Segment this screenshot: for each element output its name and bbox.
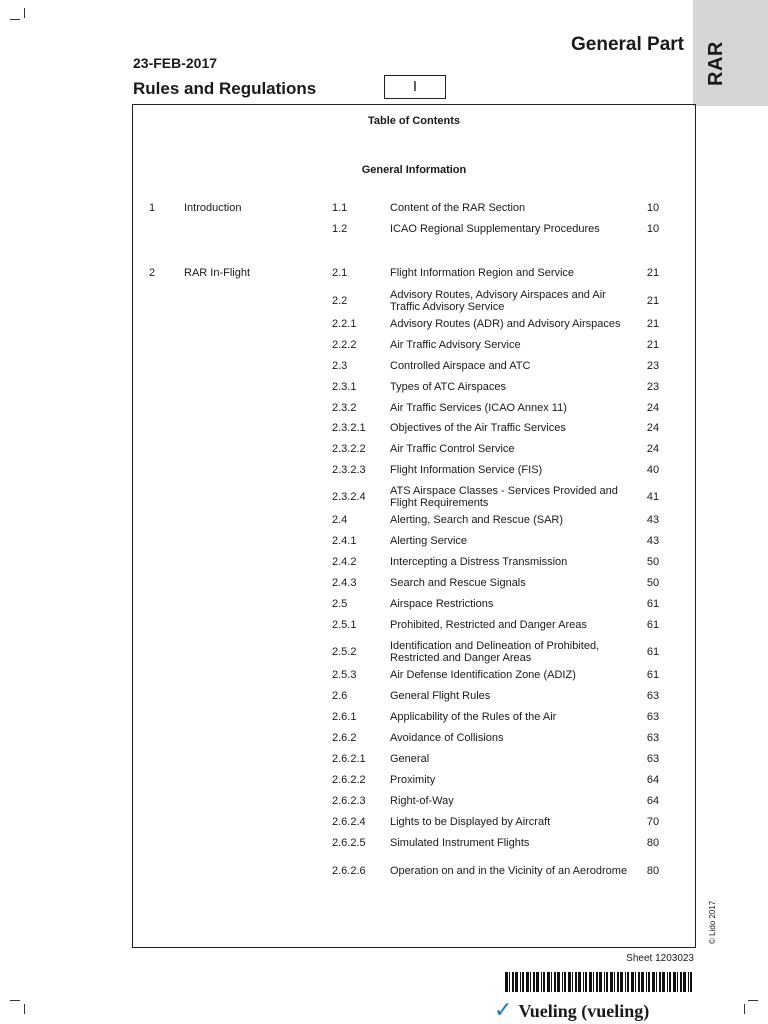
toc-row bbox=[133, 215, 695, 243]
toc-page-number: 70 bbox=[646, 816, 660, 828]
toc-entry-title: Flight Information Region and Service bbox=[390, 267, 575, 279]
toc-entry-title: Intercepting a Distress Transmission bbox=[390, 556, 568, 568]
toc-page-number: 80 bbox=[646, 837, 660, 849]
toc-entry-title: Applicability of the Rules of the Air bbox=[390, 711, 557, 723]
toc-title: Table of Contents bbox=[367, 115, 461, 127]
toc-entry-title: ATS Airspace Classes - Services Provided and Flight Requirements bbox=[390, 485, 618, 509]
toc-entry-title: Simulated Instrument Flights bbox=[390, 837, 530, 849]
toc-page-number: 10 bbox=[646, 202, 660, 214]
toc-section-number: 2.4.3 bbox=[332, 577, 357, 589]
toc-entry-title: Search and Rescue Signals bbox=[390, 577, 526, 589]
toc-page-number: 23 bbox=[646, 360, 660, 372]
crop-mark bbox=[744, 1004, 745, 1014]
toc-page-number: 50 bbox=[646, 577, 660, 589]
crop-mark bbox=[10, 1000, 20, 1001]
toc-entry-title: General Flight Rules bbox=[390, 690, 491, 702]
toc-section-number: 2.2.1 bbox=[332, 318, 357, 330]
toc-page-number: 21 bbox=[646, 267, 660, 279]
toc-section-number: 2.6.1 bbox=[332, 711, 357, 723]
toc-page-number: 64 bbox=[646, 795, 660, 807]
toc-section-number: 2.6.2.3 bbox=[332, 795, 366, 807]
revision-box: I bbox=[384, 75, 446, 99]
toc-section-number: 2.6.2.4 bbox=[332, 816, 366, 828]
toc-frame bbox=[132, 104, 696, 948]
toc-entry-title: ICAO Regional Supplementary Procedures bbox=[390, 223, 600, 235]
toc-entry-title: Alerting Service bbox=[390, 535, 468, 547]
toc-entry-title: Types of ATC Airspaces bbox=[390, 381, 506, 393]
toc-section-number: 2.3 bbox=[332, 360, 348, 372]
toc-section-number: 2.6.2.6 bbox=[332, 865, 366, 877]
toc-section-number: 2.5.3 bbox=[332, 669, 357, 681]
toc-page-number: 61 bbox=[646, 669, 660, 681]
toc-page-number: 21 bbox=[646, 339, 660, 351]
copyright: © Lido 2017 bbox=[708, 900, 717, 944]
toc-entry-title: Operation on and in the Vicinity of an Aerodrome bbox=[390, 865, 628, 877]
toc-page-number: 23 bbox=[646, 381, 660, 393]
toc-entry-title: Proximity bbox=[390, 774, 436, 786]
toc-entry-title: Advisory Routes, Advisory Airspaces and Air Traffic Advisory Service bbox=[390, 289, 606, 313]
part-title: General Part bbox=[571, 34, 684, 55]
toc-section-number: 2.1 bbox=[332, 267, 348, 279]
toc-section-number: 1.2 bbox=[332, 223, 348, 235]
toc-entry-title: Content of the RAR Section bbox=[390, 202, 526, 214]
toc-page-number: 80 bbox=[646, 865, 660, 877]
toc-page-number: 24 bbox=[646, 422, 660, 434]
toc-page-number: 61 bbox=[646, 646, 660, 658]
checkmark-icon: ✓ bbox=[494, 998, 513, 1023]
toc-page-number: 41 bbox=[646, 491, 660, 503]
toc-page-number: 63 bbox=[646, 732, 660, 744]
toc-chapter-name: Introduction bbox=[184, 202, 242, 214]
toc-section-number: 2.3.2.1 bbox=[332, 422, 366, 434]
toc-section-number: 2.5.2 bbox=[332, 646, 357, 658]
toc-chapter-number: 2 bbox=[149, 267, 156, 279]
toc-row bbox=[133, 857, 695, 885]
toc-page-number: 40 bbox=[646, 464, 660, 476]
toc-section-number: 2.6 bbox=[332, 690, 348, 702]
toc-entry-title: Prohibited, Restricted and Danger Areas bbox=[390, 619, 587, 631]
toc-entry-title: Alerting, Search and Rescue (SAR) bbox=[390, 514, 564, 526]
toc-section-number: 2.6.2.2 bbox=[332, 774, 366, 786]
toc-entry-title: Right-of-Way bbox=[390, 795, 454, 807]
toc-section-number: 2.2.2 bbox=[332, 339, 357, 351]
watermark-text: Vueling (vueling) bbox=[518, 1001, 650, 1021]
toc-entry-title: Air Traffic Services (ICAO Annex 11) bbox=[390, 402, 567, 414]
toc-row bbox=[133, 829, 695, 857]
toc-page-number: 24 bbox=[646, 443, 660, 455]
toc-section-number: 2.6.2 bbox=[332, 732, 357, 744]
toc-entry-title: Airspace Restrictions bbox=[390, 598, 494, 610]
toc-page-number: 50 bbox=[646, 556, 660, 568]
toc-section-number: 2.3.2 bbox=[332, 402, 357, 414]
toc-row bbox=[133, 456, 695, 484]
toc-chapter-name: RAR In-Flight bbox=[184, 267, 251, 279]
toc-page-number: 21 bbox=[646, 318, 660, 330]
toc-entry-title: Avoidance of Collisions bbox=[390, 732, 504, 744]
watermark-line bbox=[494, 998, 649, 1023]
toc-page-number: 63 bbox=[646, 753, 660, 765]
toc-section-number: 2.5 bbox=[332, 598, 348, 610]
toc-section-number: 2.4.1 bbox=[332, 535, 357, 547]
toc-section-number: 2.3.1 bbox=[332, 381, 357, 393]
toc-section-number: 2.3.2.4 bbox=[332, 491, 366, 503]
toc-section-number: 2.5.1 bbox=[332, 619, 357, 631]
toc-entry-title: Advisory Routes (ADR) and Advisory Airspaces bbox=[390, 318, 621, 330]
toc-entry-title: Controlled Airspace and ATC bbox=[390, 360, 531, 372]
toc-entry-title: Flight Information Service (FIS) bbox=[390, 464, 543, 476]
sheet-number: Sheet 1203023 bbox=[626, 953, 694, 964]
toc-entry-title: Air Traffic Control Service bbox=[390, 443, 515, 455]
toc-row bbox=[133, 611, 695, 639]
toc-section-number: 2.4.2 bbox=[332, 556, 357, 568]
section-tab-label: RAR bbox=[705, 41, 727, 86]
toc-section-number: 2.2 bbox=[332, 295, 348, 307]
toc-page-number: 61 bbox=[646, 619, 660, 631]
crop-mark bbox=[10, 19, 20, 20]
toc-entry-title: Identification and Delineation of Prohibited, Restricted and Danger Areas bbox=[390, 640, 600, 664]
toc-entry-title: Objectives of the Air Traffic Services bbox=[390, 422, 566, 434]
toc-page-number: 10 bbox=[646, 223, 660, 235]
toc-entry-title: Air Defense Identification Zone (ADIZ) bbox=[390, 669, 576, 681]
crop-mark bbox=[24, 1004, 25, 1014]
toc-row bbox=[133, 259, 695, 287]
toc-page-number: 61 bbox=[646, 598, 660, 610]
toc-subtitle: General Information bbox=[361, 164, 467, 176]
crop-mark bbox=[24, 8, 25, 18]
section-title: Rules and Regulations bbox=[133, 79, 317, 98]
toc-page-number: 64 bbox=[646, 774, 660, 786]
toc-entry-title: Air Traffic Advisory Service bbox=[390, 339, 521, 351]
toc-entry-title: Lights to be Displayed by Aircraft bbox=[390, 816, 551, 828]
toc-page-number: 21 bbox=[646, 295, 660, 307]
toc-section-number: 2.4 bbox=[332, 514, 348, 526]
crop-mark bbox=[748, 1000, 758, 1001]
toc-page-number: 63 bbox=[646, 690, 660, 702]
toc-page-number: 24 bbox=[646, 402, 660, 414]
effective-date: 23-FEB-2017 bbox=[133, 55, 218, 71]
barcode bbox=[505, 972, 694, 992]
toc-page-number: 63 bbox=[646, 711, 660, 723]
toc-page-number: 43 bbox=[646, 535, 660, 547]
toc-section-number: 1.1 bbox=[332, 202, 348, 214]
toc-section-number: 2.6.2.1 bbox=[332, 753, 366, 765]
toc-entry-title: General bbox=[390, 753, 430, 765]
toc-section-number: 2.3.2.3 bbox=[332, 464, 366, 476]
toc-section-number: 2.6.2.5 bbox=[332, 837, 366, 849]
toc-page-number: 43 bbox=[646, 514, 660, 526]
toc-section-number: 2.3.2.2 bbox=[332, 443, 366, 455]
toc-chapter-number: 1 bbox=[149, 202, 156, 214]
